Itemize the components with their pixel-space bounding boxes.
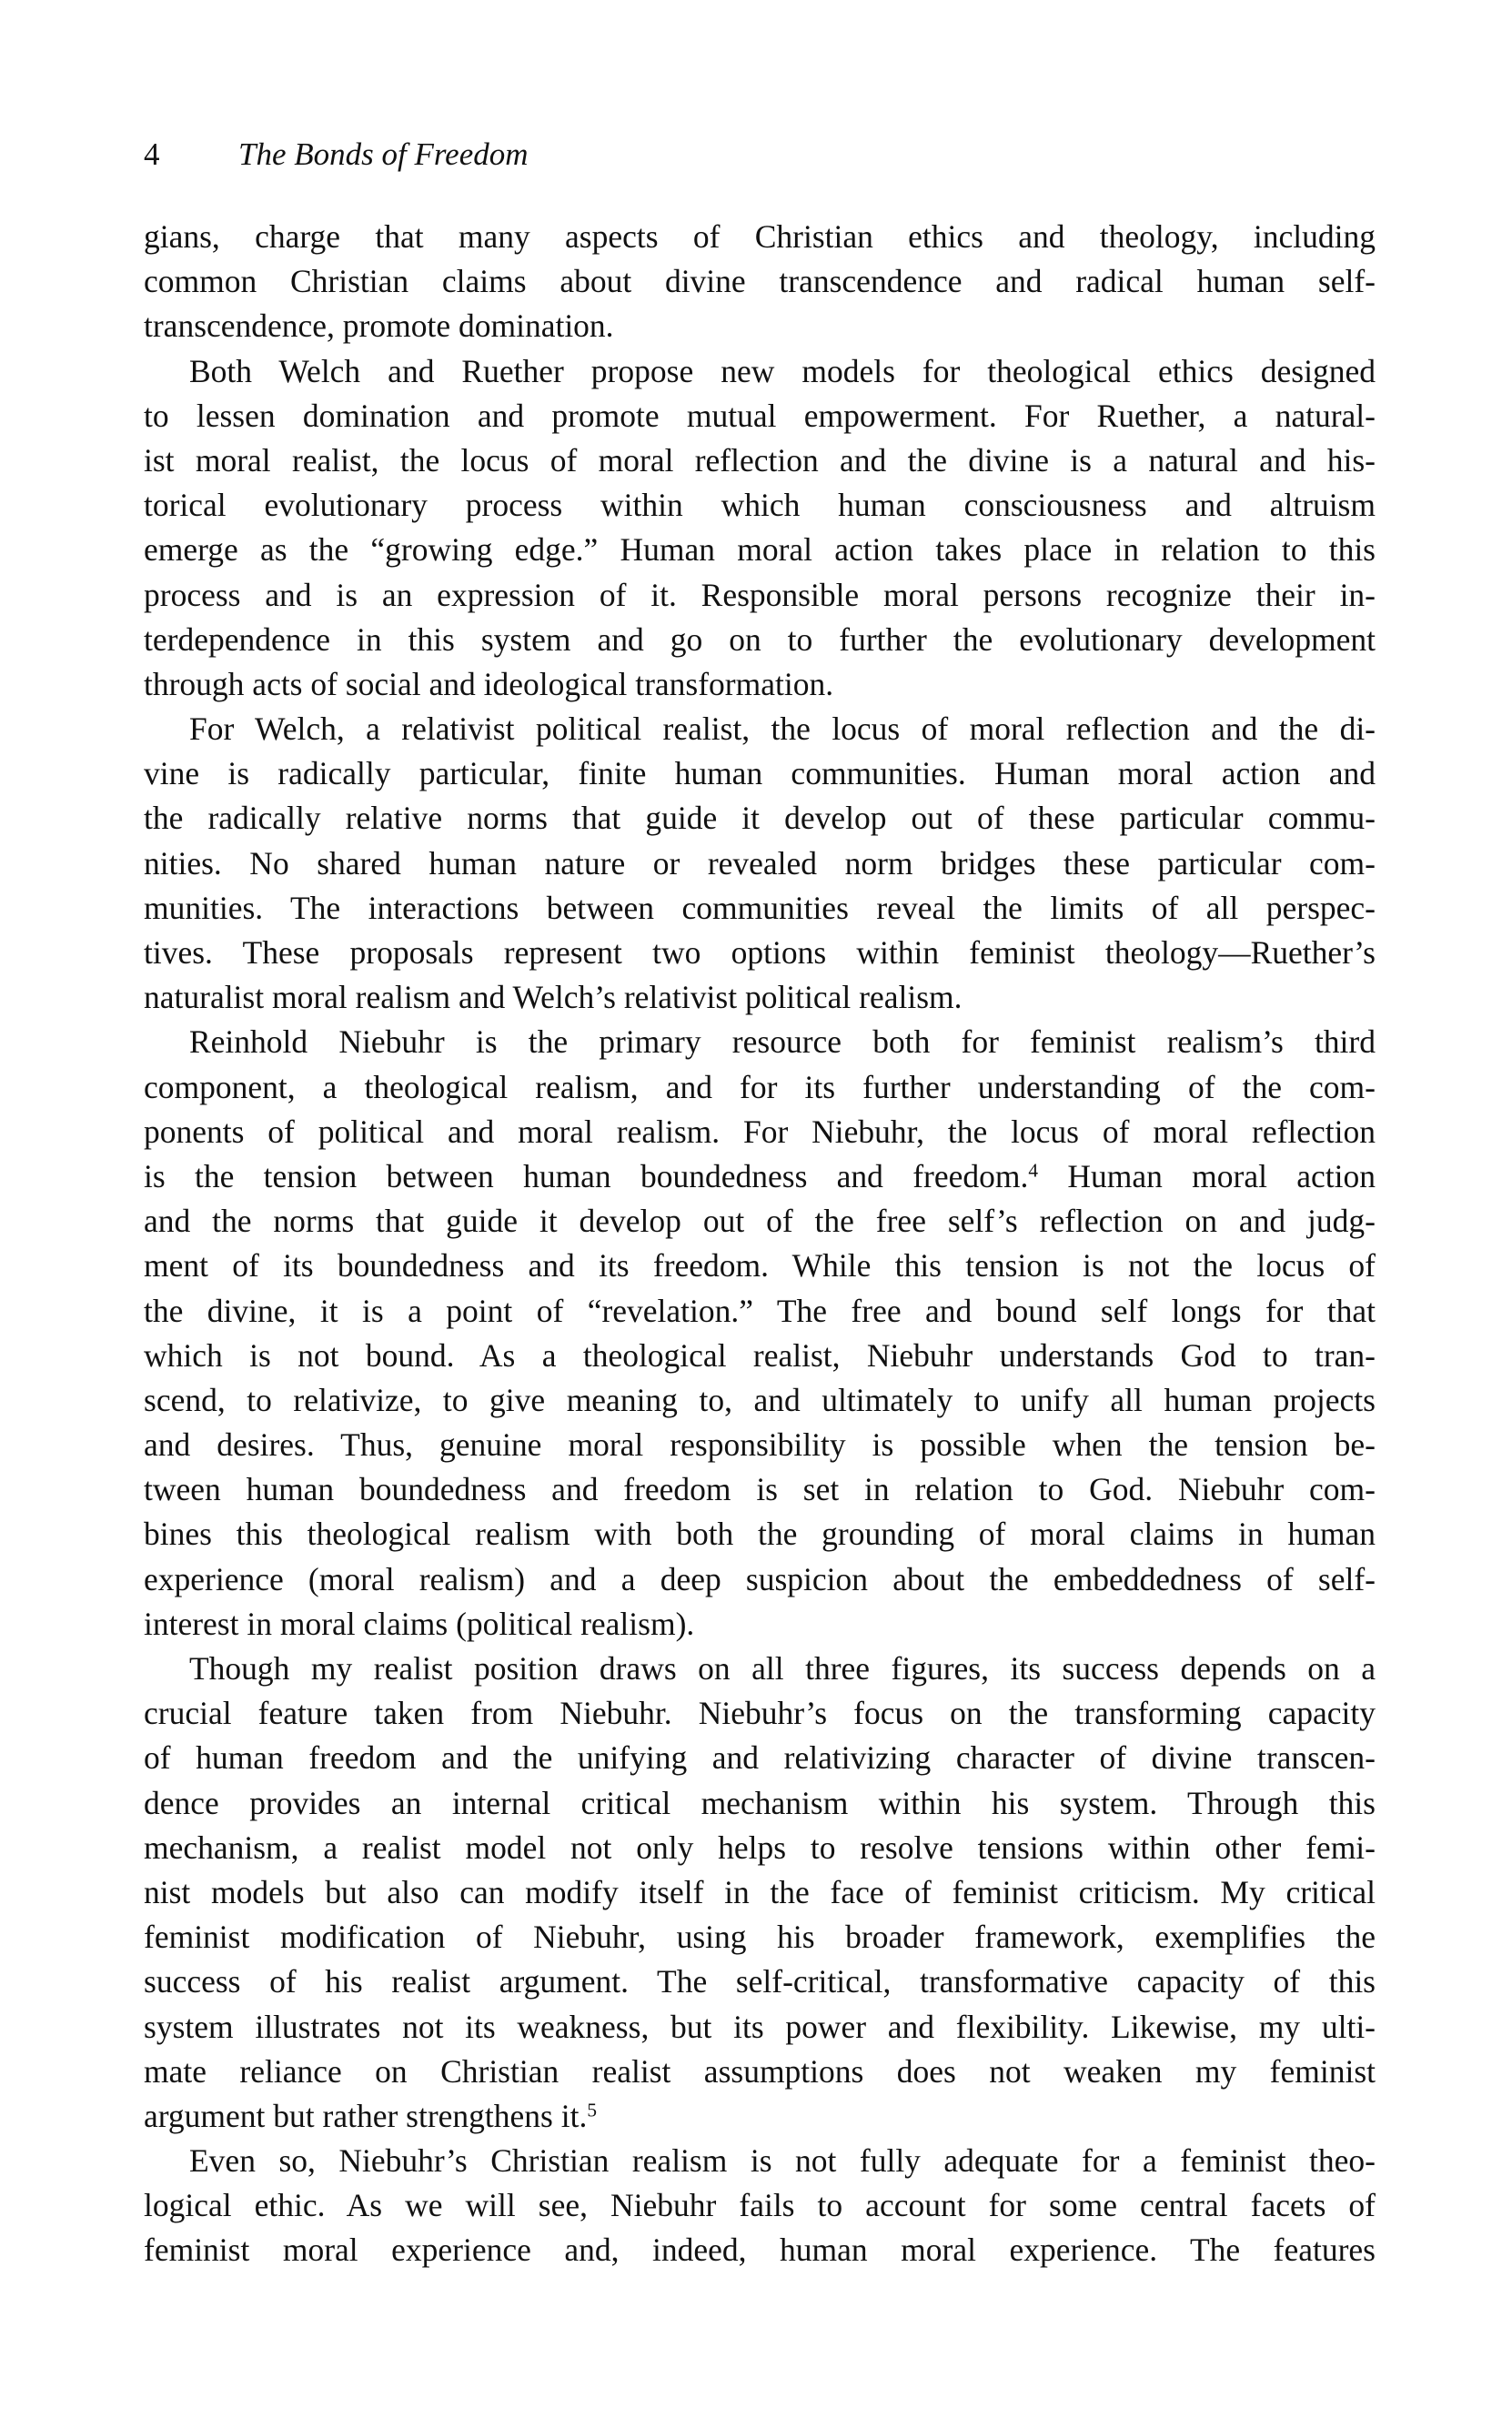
text-line bbox=[144, 259, 1376, 304]
text-line bbox=[144, 707, 1376, 751]
line-text: munities. The interactions between communities reveal the limits of all perspec- bbox=[144, 889, 1376, 926]
footnote-reference[interactable]: 4 bbox=[1028, 1159, 1039, 1182]
text-line bbox=[144, 1110, 1376, 1154]
text-line bbox=[144, 1960, 1376, 2004]
text-line bbox=[144, 2094, 1376, 2139]
line-text-continued: Human moral action bbox=[1038, 1157, 1376, 1194]
line-text: process and is an expression of it. Responsible moral persons recognize their in- bbox=[144, 576, 1376, 613]
line-text: tween human boundedness and freedom is set in relation to God. Niebuhr com- bbox=[144, 1471, 1376, 1508]
body-text bbox=[144, 215, 1376, 2273]
running-head bbox=[144, 132, 529, 176]
line-text: naturalist moral realism and Welch’s relativist political realism. bbox=[144, 979, 963, 1016]
text-line bbox=[144, 528, 1376, 572]
line-text: transcendence, promote domination. bbox=[144, 307, 614, 345]
line-text: tives. These proposals represent two options within feminist theology—Ruether’s bbox=[144, 934, 1376, 971]
line-text: crucial feature taken from Niebuhr. Niebuhr’s focus on the transforming capacity bbox=[144, 1695, 1376, 1732]
text-line bbox=[144, 618, 1376, 662]
text-line bbox=[144, 1244, 1376, 1288]
text-line bbox=[144, 1915, 1376, 1960]
paragraph bbox=[144, 215, 1376, 349]
paragraph bbox=[144, 707, 1376, 1020]
text-line bbox=[144, 304, 1376, 348]
text-line bbox=[144, 1647, 1376, 1691]
line-text: scend, to relativize, to give meaning to, and ultimately to unify all human projects bbox=[144, 1381, 1376, 1418]
line-text: through acts of social and ideological transformation. bbox=[144, 665, 834, 702]
text-line bbox=[144, 2050, 1376, 2094]
line-text: is the tension between human boundedness and freedom. bbox=[144, 1157, 1029, 1194]
line-text: feminist moral experience and, indeed, human moral experience. The features bbox=[144, 2232, 1376, 2269]
text-line bbox=[144, 1378, 1376, 1423]
text-line bbox=[144, 1467, 1376, 1512]
line-text: which is not bound. As a theological realist, Niebuhr understands God to tran- bbox=[144, 1336, 1376, 1374]
text-line bbox=[144, 573, 1376, 618]
line-text: mate reliance on Christian realist assumptions does not weaken my feminist bbox=[144, 2052, 1376, 2090]
line-text: For Welch, a relativist political realist, the locus of moral reflection and the di- bbox=[189, 710, 1376, 748]
line-text: and the norms that guide it develop out of the free self’s reflection on and judg- bbox=[144, 1203, 1376, 1240]
line-text: success of his realist argument. The self-critical, transformative capacity of this bbox=[144, 1963, 1376, 2000]
line-text: mechanism, a realist model not only helps to resolve tensions within other femi- bbox=[144, 1829, 1376, 1866]
text-line bbox=[144, 1334, 1376, 1378]
text-line bbox=[144, 1602, 1376, 1647]
line-text: ponents of political and moral realism. For Niebuhr, the locus of moral reflection bbox=[144, 1113, 1376, 1150]
text-line bbox=[144, 1423, 1376, 1467]
text-line bbox=[144, 1512, 1376, 1557]
line-text: ist moral realist, the locus of moral reflection and the divine is a natural and his- bbox=[144, 441, 1376, 479]
paragraph bbox=[144, 2139, 1376, 2273]
text-line bbox=[144, 796, 1376, 841]
footnote-reference[interactable]: 5 bbox=[587, 2099, 598, 2121]
line-text: logical ethic. As we will see, Niebuhr fails to account for some central facets of bbox=[144, 2187, 1376, 2224]
text-line bbox=[144, 2228, 1376, 2272]
line-text: bines this theological realism with both the grounding of moral claims in human bbox=[144, 1516, 1376, 1553]
line-text: ment of its boundedness and its freedom. While this tension is not the locus of bbox=[144, 1247, 1376, 1285]
text-line bbox=[144, 1781, 1376, 1826]
line-text: Even so, Niebuhr’s Christian realism is not fully adequate for a feminist theo- bbox=[189, 2142, 1376, 2180]
line-text: feminist modification of Niebuhr, using his broader framework, exemplifies the bbox=[144, 1919, 1376, 1956]
text-line bbox=[144, 1289, 1376, 1334]
page-number: 4 bbox=[144, 136, 160, 172]
text-line bbox=[144, 1199, 1376, 1244]
text-line bbox=[144, 1736, 1376, 1780]
book-title: The Bonds of Freedom bbox=[238, 136, 529, 172]
text-line bbox=[144, 1154, 1376, 1199]
text-line bbox=[144, 438, 1376, 483]
line-text: Both Welch and Ruether propose new models for theological ethics designed bbox=[189, 352, 1376, 389]
line-text: nities. No shared human nature or revealed norm bridges these particular com- bbox=[144, 844, 1376, 882]
text-line bbox=[144, 1557, 1376, 1602]
line-text: of human freedom and the unifying and relativizing character of divine transcen- bbox=[144, 1739, 1376, 1777]
text-line bbox=[144, 841, 1376, 886]
line-text: system illustrates not its weakness, but its power and flexibility. Likewise, my ulti- bbox=[144, 2008, 1376, 2045]
paragraph bbox=[144, 349, 1376, 708]
text-line bbox=[144, 931, 1376, 975]
line-text: torical evolutionary process within which human consciousness and altruism bbox=[144, 487, 1376, 524]
paragraph bbox=[144, 1647, 1376, 2139]
line-text: Reinhold Niebuhr is the primary resource both for feminist realism’s third bbox=[189, 1023, 1376, 1061]
line-text: Though my realist position draws on all three figures, its success depends on a bbox=[189, 1650, 1376, 1687]
text-line bbox=[144, 349, 1376, 394]
text-line bbox=[144, 2005, 1376, 2050]
line-text: terdependence in this system and go on to further the evolutionary development bbox=[144, 620, 1376, 658]
line-text: vine is radically particular, finite human communities. Human moral action and bbox=[144, 755, 1376, 792]
line-text: common Christian claims about divine transcendence and radical human self- bbox=[144, 263, 1376, 300]
line-text: argument but rather strengthens it. bbox=[144, 2097, 588, 2134]
paragraph bbox=[144, 1020, 1376, 1647]
text-line bbox=[144, 1826, 1376, 1870]
text-line bbox=[144, 751, 1376, 796]
line-text: to lessen domination and promote mutual empowerment. For Ruether, a natural- bbox=[144, 397, 1376, 434]
text-line bbox=[144, 483, 1376, 528]
line-text: emerge as the “growing edge.” Human moral action takes place in relation to this bbox=[144, 531, 1376, 569]
text-line bbox=[144, 1020, 1376, 1064]
text-line bbox=[144, 394, 1376, 438]
text-line bbox=[144, 1870, 1376, 1915]
line-text: the divine, it is a point of “revelation.” The free and bound self longs for that bbox=[144, 1292, 1376, 1329]
line-text: interest in moral claims (political realism). bbox=[144, 1605, 695, 1642]
text-line bbox=[144, 1691, 1376, 1736]
line-text: the radically relative norms that guide it develop out of these particular commu- bbox=[144, 800, 1376, 837]
line-text: and desires. Thus, genuine moral responsibility is possible when the tension be- bbox=[144, 1426, 1376, 1464]
line-text: dence provides an internal critical mechanism within his system. Through this bbox=[144, 1784, 1376, 1821]
line-text: component, a theological realism, and for its further understanding of the com- bbox=[144, 1068, 1376, 1105]
text-line bbox=[144, 886, 1376, 931]
line-text: gians, charge that many aspects of Christian ethics and theology, including bbox=[144, 218, 1376, 255]
line-text: nist models but also can modify itself in the face of feminist criticism. My critical bbox=[144, 1873, 1376, 1910]
text-line bbox=[144, 2139, 1376, 2183]
text-line bbox=[144, 2183, 1376, 2228]
text-line bbox=[144, 662, 1376, 707]
text-line bbox=[144, 1065, 1376, 1110]
text-line bbox=[144, 975, 1376, 1020]
text-line bbox=[144, 215, 1376, 259]
line-text: experience (moral realism) and a deep suspicion about the embeddedness of self- bbox=[144, 1560, 1376, 1597]
